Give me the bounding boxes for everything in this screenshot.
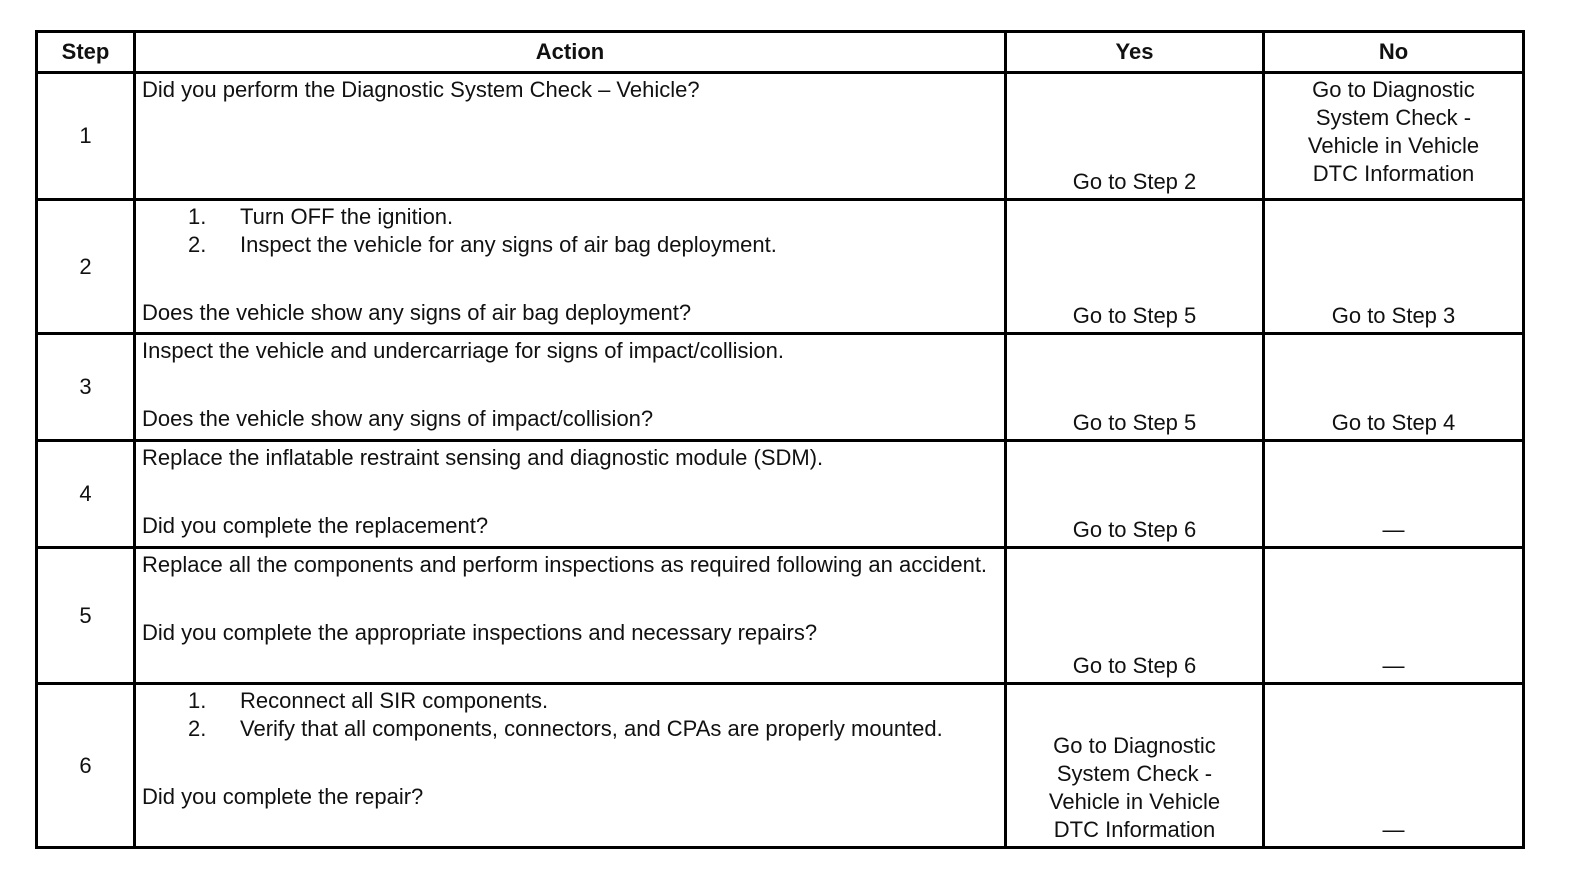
table-row bbox=[37, 548, 1524, 684]
action-question: Did you complete the appropriate inspections and necessary repairs? bbox=[142, 620, 818, 645]
action-question: Does the vehicle show any signs of air bag deployment? bbox=[142, 300, 692, 325]
action-cell bbox=[135, 73, 1006, 200]
step-number: 2 bbox=[37, 200, 135, 334]
table-row bbox=[37, 200, 1524, 334]
no-cell: Go to Step 3 bbox=[1264, 200, 1524, 334]
header-action: Action bbox=[135, 32, 1006, 73]
action-text: Inspect the vehicle and undercarriage for signs of impact/collision. bbox=[142, 338, 785, 363]
no-cell: — bbox=[1264, 441, 1524, 548]
step-number: 6 bbox=[37, 684, 135, 848]
no-cell: — bbox=[1264, 684, 1524, 848]
action-cell bbox=[135, 200, 1006, 334]
table-row bbox=[37, 441, 1524, 548]
action-question: Does the vehicle show any signs of impact/collision? bbox=[142, 406, 654, 431]
list-item: 1. Turn OFF the ignition. bbox=[188, 204, 454, 229]
table-header-row bbox=[37, 32, 1524, 73]
no-cell: — bbox=[1264, 548, 1524, 684]
action-cell bbox=[135, 441, 1006, 548]
table-row bbox=[37, 334, 1524, 441]
action-steps-list bbox=[142, 687, 998, 743]
list-item: 2. Verify that all components, connectors, and CPAs are properly mounted. bbox=[188, 716, 943, 741]
header-no: No bbox=[1264, 32, 1524, 73]
yes-cell: Go to Step 6 bbox=[1006, 548, 1264, 684]
yes-cell: Go to Diagnostic System Check - Vehicle in Vehicle DTC Information bbox=[1006, 684, 1264, 848]
action-cell bbox=[135, 334, 1006, 441]
yes-cell: Go to Step 5 bbox=[1006, 200, 1264, 334]
list-item: 2. Inspect the vehicle for any signs of air bag deployment. bbox=[188, 232, 777, 257]
yes-cell: Go to Step 6 bbox=[1006, 441, 1264, 548]
action-text: Did you perform the Diagnostic System Check – Vehicle? bbox=[142, 77, 700, 102]
action-text: Replace all the components and perform inspections as required following an accident. bbox=[142, 552, 988, 577]
header-step: Step bbox=[37, 32, 135, 73]
header-yes: Yes bbox=[1006, 32, 1264, 73]
step-number: 3 bbox=[37, 334, 135, 441]
table-row bbox=[37, 684, 1524, 848]
step-number: 4 bbox=[37, 441, 135, 548]
action-question: Did you complete the replacement? bbox=[142, 513, 489, 538]
yes-cell: Go to Step 2 bbox=[1006, 73, 1264, 200]
no-cell: Go to Diagnostic System Check - Vehicle in Vehicle DTC Information bbox=[1264, 73, 1524, 200]
table-row bbox=[37, 73, 1524, 200]
action-cell bbox=[135, 548, 1006, 684]
action-text: Replace the inflatable restraint sensing and diagnostic module (SDM). bbox=[142, 445, 824, 470]
action-steps-list bbox=[142, 203, 998, 259]
action-cell bbox=[135, 684, 1006, 848]
step-number: 1 bbox=[37, 73, 135, 200]
no-cell: Go to Step 4 bbox=[1264, 334, 1524, 441]
yes-cell: Go to Step 5 bbox=[1006, 334, 1264, 441]
list-item: 1. Reconnect all SIR components. bbox=[188, 688, 549, 713]
step-number: 5 bbox=[37, 548, 135, 684]
diagnostic-table bbox=[35, 30, 1525, 849]
action-question: Did you complete the repair? bbox=[142, 784, 424, 809]
